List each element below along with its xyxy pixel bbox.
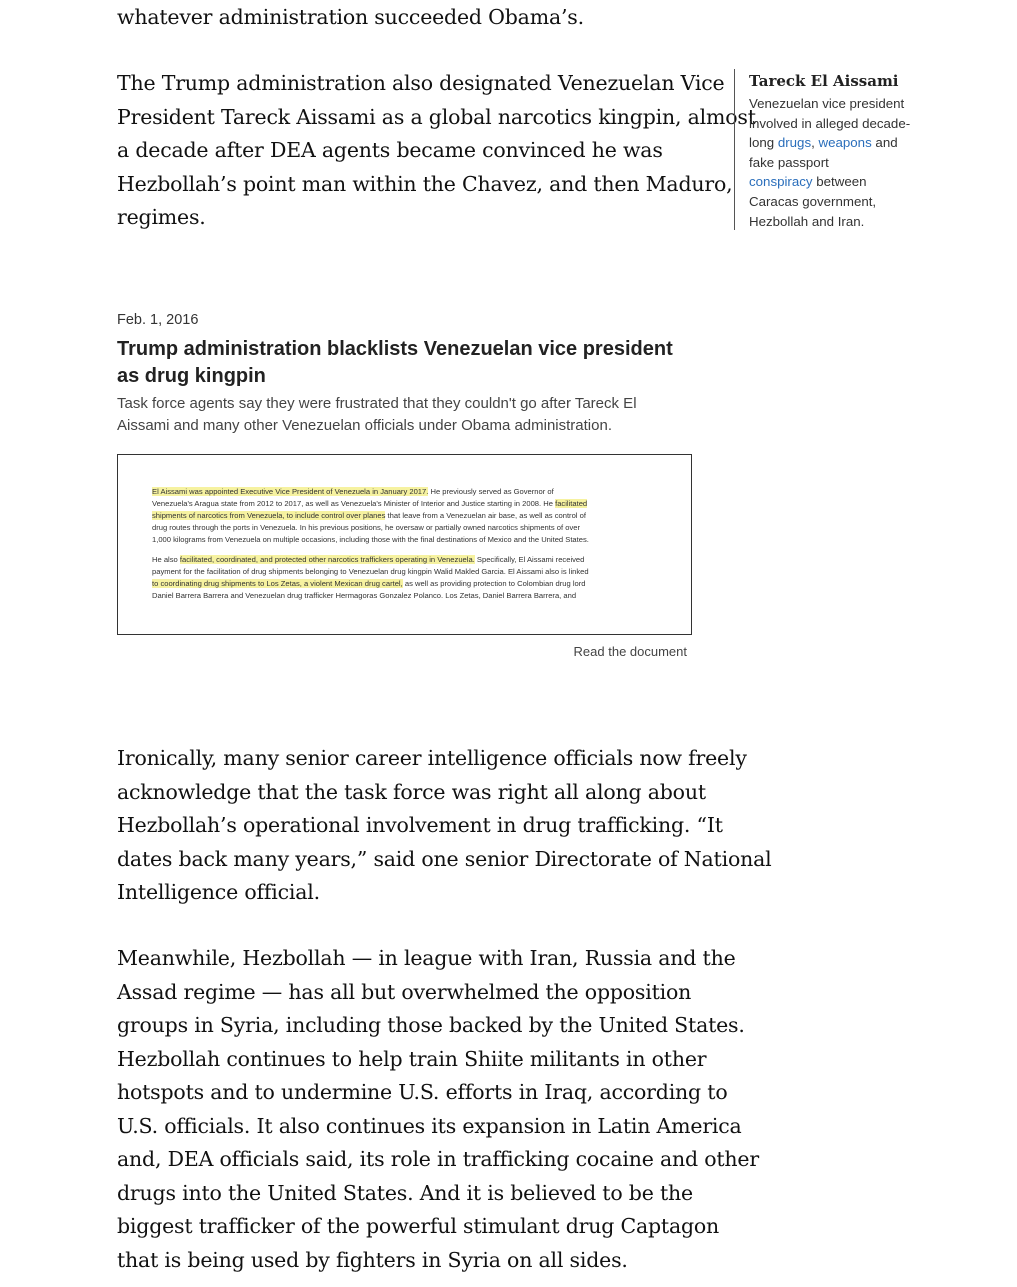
sidebar-line: fake passport	[749, 154, 829, 170]
weapons-link[interactable]: weapons	[818, 135, 872, 151]
doc-line: payment for the facilitation of drug shipments belonging to Venezuelan drug kingpin Walid Makled Garcia. El Aissami also is linked	[152, 567, 589, 576]
paragraph-line: a decade after DEA agents became convinced he was	[117, 138, 663, 162]
sidebar-line: Hezbollah and Iran.	[749, 213, 865, 229]
doc-text: that leave from a Venezuelan air base, as well as control of	[385, 511, 586, 520]
article-paragraph	[117, 1, 707, 35]
paragraph-line: Assad regime — has all but overwhelmed the opposition	[117, 979, 692, 1004]
doc-highlight: facilitated, coordinated, and protected other narcotics traffickers operating in Venezuela.	[179, 555, 475, 564]
related-story-card	[117, 309, 692, 659]
sidebar-line: involved in alleged decade-	[749, 115, 911, 131]
sidebar-text: ,	[811, 135, 819, 151]
doc-highlight: El Aissami was appointed Executive Vice President of Venezuela in January 2017.	[152, 487, 429, 496]
paragraph-line: whatever administration succeeded Obama’s.	[117, 5, 584, 29]
paragraph-line: groups in Syria, including those backed by the United States.	[117, 1013, 745, 1037]
paragraph-line: hotspots and to undermine U.S. efforts in Iraq, according to	[117, 1080, 728, 1104]
sidebar-line	[749, 133, 934, 153]
doc-paragraph-gap	[152, 546, 672, 554]
story-dek	[117, 393, 692, 437]
story-headline-link[interactable]	[117, 336, 692, 390]
paragraph-line: and, DEA officials said, its role in trafficking cocaine and other	[117, 1147, 759, 1171]
drugs-link[interactable]: drugs	[777, 135, 812, 151]
read-document-link[interactable]: Read the document	[573, 644, 687, 659]
sidebar-body	[749, 94, 934, 231]
doc-text: He also	[152, 555, 180, 564]
sidebar-text: long	[749, 135, 778, 151]
dek-line: Aissami and many other Venezuelan officials under Obama administration.	[117, 417, 612, 434]
paragraph-line: U.S. officials. It also continues its expansion in Latin America	[117, 1113, 742, 1138]
paragraph-line: Hezbollah continues to help train Shiite militants in other	[117, 1046, 707, 1071]
doc-line: drug routes through the ports in Venezuela. In his previous positions, he oversaw or partially owned narcotics shipments of over	[152, 523, 581, 532]
paragraph-line: Intelligence official.	[117, 880, 320, 904]
doc-highlight: shipments of narcotics from Venezuela, to include control over planes	[152, 511, 386, 520]
paragraph-line: regimes.	[117, 205, 206, 229]
paragraph-line: acknowledge that the task force was right all along about	[117, 779, 706, 804]
doc-text: He previously served as Governor of	[428, 487, 554, 496]
doc-highlight: facilitated	[555, 499, 588, 508]
conspiracy-link[interactable]: conspiracy	[749, 174, 813, 190]
doc-line: 1,000 kilograms from Venezuela on multiple occasions, including those with the final destinations of Mexico and the United States.	[152, 535, 589, 544]
doc-line	[152, 578, 672, 590]
article-paragraph	[117, 67, 756, 235]
paragraph-line: that is being used by fighters in Syria on all sides.	[117, 1247, 628, 1272]
doc-line	[152, 554, 672, 566]
sidebar-line	[749, 172, 934, 192]
doc-line	[152, 510, 672, 522]
doc-text: Specifically, El Aissami received	[474, 555, 585, 564]
paragraph-line: Ironically, many senior career intelligence officials now freely	[117, 746, 747, 770]
paragraph-line: biggest trafficker of the powerful stimulant drug Captagon	[117, 1214, 720, 1238]
sidebar-note	[734, 69, 934, 230]
headline-line: Trump administration blacklists Venezuelan vice president	[117, 338, 673, 360]
article-paragraph	[117, 742, 772, 910]
paragraph-line: President Tareck Aissami as a global narcotics kingpin, almost	[117, 104, 756, 129]
dek-line: Task force agents say they were frustrated that they couldn't go after Tareck El	[117, 395, 637, 412]
sidebar-title: Tareck El Aissami	[749, 72, 899, 90]
sidebar-line: Caracas government,	[749, 193, 877, 209]
paragraph-line: drugs into the United States. And it is believed to be the	[117, 1180, 693, 1205]
story-date: Feb. 1, 2016	[117, 312, 199, 328]
doc-highlight: to coordinating drug shipments to Los Zetas, a violent Mexican drug cartel,	[152, 579, 403, 588]
doc-line	[152, 498, 672, 510]
doc-line	[152, 486, 672, 498]
sidebar-text: between	[812, 174, 867, 190]
document-excerpt	[152, 486, 672, 602]
headline-line: as drug kingpin	[117, 365, 266, 387]
doc-text: Venezuela's Aragua state from 2012 to 2017, as well as Venezuela's Minister of Interior and Justice starting in 2008. He	[152, 499, 556, 508]
article-paragraph	[117, 942, 759, 1277]
paragraph-line: Hezbollah’s operational involvement in drug trafficking. “It	[117, 813, 723, 837]
document-preview[interactable]	[117, 454, 692, 635]
sidebar-line: Venezuelan vice president	[749, 96, 905, 111]
paragraph-line: Meanwhile, Hezbollah — in league with Iran, Russia and the	[117, 946, 736, 970]
doc-line: Daniel Barrera Barrera and Venezuelan drug trafficker Hermagoras Gonzalez Polanco. Los Zetas, Daniel Barrera Barrera, and	[152, 591, 577, 600]
paragraph-line: dates back many years,” said one senior Directorate of National	[117, 846, 772, 871]
paragraph-line: The Trump administration also designated Venezuelan Vice	[117, 71, 725, 95]
sidebar-text: and	[871, 135, 898, 151]
doc-text: as well as providing protection to Colombian drug lord	[402, 579, 586, 588]
paragraph-line: Hezbollah’s point man within the Chavez, and then Maduro,	[117, 171, 733, 196]
